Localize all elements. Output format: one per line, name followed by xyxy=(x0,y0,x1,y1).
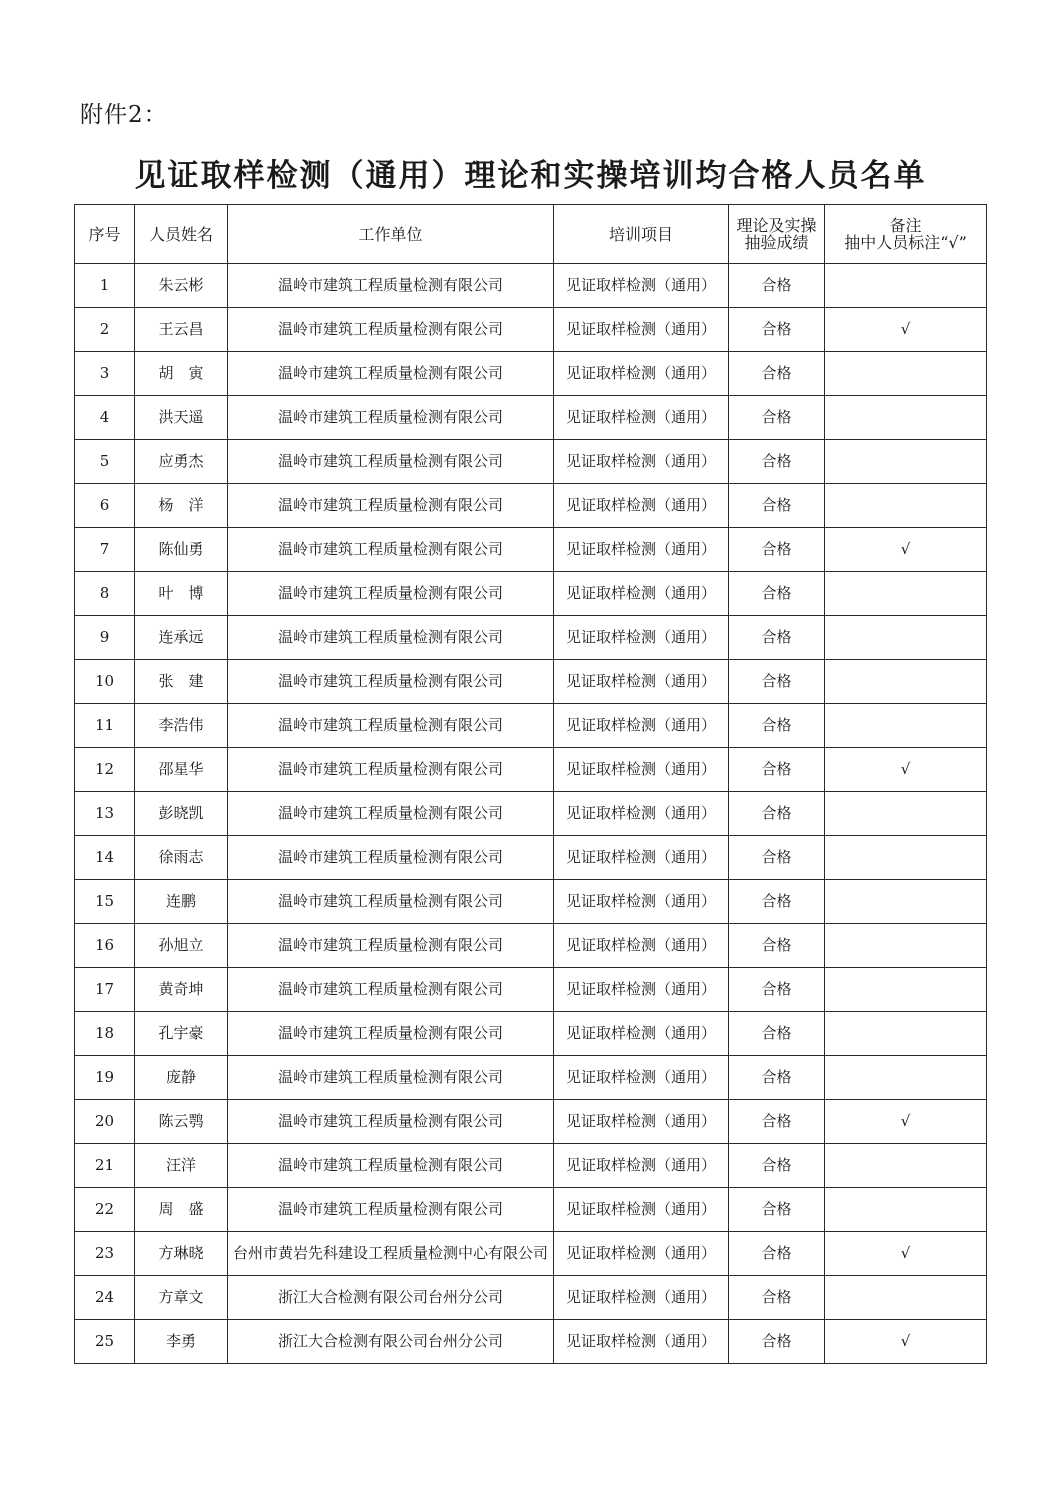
cell-name: 黄奇坤 xyxy=(135,968,228,1012)
cell-no: 7 xyxy=(75,528,135,572)
cell-project: 见证取样检测（通用） xyxy=(554,440,729,484)
cell-name: 方章文 xyxy=(135,1276,228,1320)
cell-project: 见证取样检测（通用） xyxy=(554,572,729,616)
cell-note: √ xyxy=(825,1232,987,1276)
cell-name: 洪天遥 xyxy=(135,396,228,440)
cell-unit: 温岭市建筑工程质量检测有限公司 xyxy=(228,924,554,968)
cell-score: 合格 xyxy=(729,968,825,1012)
cell-name: 庞静 xyxy=(135,1056,228,1100)
cell-project: 见证取样检测（通用） xyxy=(554,1144,729,1188)
cell-score: 合格 xyxy=(729,748,825,792)
cell-unit: 温岭市建筑工程质量检测有限公司 xyxy=(228,968,554,1012)
table-row xyxy=(75,704,987,748)
cell-score: 合格 xyxy=(729,1276,825,1320)
cell-project: 见证取样检测（通用） xyxy=(554,1056,729,1100)
cell-project: 见证取样检测（通用） xyxy=(554,1188,729,1232)
cell-name: 叶 博 xyxy=(135,572,228,616)
cell-project: 见证取样检测（通用） xyxy=(554,748,729,792)
cell-score: 合格 xyxy=(729,1012,825,1056)
cell-no: 12 xyxy=(75,748,135,792)
cell-note xyxy=(825,484,987,528)
cell-unit: 温岭市建筑工程质量检测有限公司 xyxy=(228,748,554,792)
header-unit: 工作单位 xyxy=(228,205,554,264)
cell-project: 见证取样检测（通用） xyxy=(554,484,729,528)
cell-project: 见证取样检测（通用） xyxy=(554,1012,729,1056)
cell-name: 张 建 xyxy=(135,660,228,704)
table-row xyxy=(75,660,987,704)
cell-note xyxy=(825,1056,987,1100)
cell-name: 李勇 xyxy=(135,1320,228,1364)
cell-project: 见证取样检测（通用） xyxy=(554,308,729,352)
cell-project: 见证取样检测（通用） xyxy=(554,1100,729,1144)
cell-no: 14 xyxy=(75,836,135,880)
cell-note: √ xyxy=(825,308,987,352)
header-note xyxy=(825,205,987,264)
table-row xyxy=(75,924,987,968)
cell-no: 25 xyxy=(75,1320,135,1364)
cell-unit: 温岭市建筑工程质量检测有限公司 xyxy=(228,1188,554,1232)
table-row xyxy=(75,1056,987,1100)
table-row xyxy=(75,748,987,792)
cell-name: 杨 洋 xyxy=(135,484,228,528)
cell-unit: 台州市黄岩先科建设工程质量检测中心有限公司 xyxy=(228,1232,554,1276)
cell-score: 合格 xyxy=(729,308,825,352)
document-title: 见证取样检测（通用）理论和实操培训均合格人员名单 xyxy=(134,158,927,194)
cell-score: 合格 xyxy=(729,836,825,880)
cell-unit: 温岭市建筑工程质量检测有限公司 xyxy=(228,704,554,748)
table-row xyxy=(75,1188,987,1232)
cell-score: 合格 xyxy=(729,352,825,396)
cell-unit: 温岭市建筑工程质量检测有限公司 xyxy=(228,836,554,880)
cell-name: 朱云彬 xyxy=(135,264,228,308)
cell-unit: 浙江大合检测有限公司台州分公司 xyxy=(228,1276,554,1320)
cell-project: 见证取样检测（通用） xyxy=(554,528,729,572)
table-header xyxy=(75,205,987,264)
cell-project: 见证取样检测（通用） xyxy=(554,352,729,396)
cell-no: 13 xyxy=(75,792,135,836)
cell-note xyxy=(825,836,987,880)
cell-unit: 温岭市建筑工程质量检测有限公司 xyxy=(228,1056,554,1100)
cell-note: √ xyxy=(825,1320,987,1364)
table-row xyxy=(75,616,987,660)
cell-unit: 温岭市建筑工程质量检测有限公司 xyxy=(228,1144,554,1188)
header-score xyxy=(729,205,825,264)
cell-no: 20 xyxy=(75,1100,135,1144)
cell-name: 陈云鹗 xyxy=(135,1100,228,1144)
cell-project: 见证取样检测（通用） xyxy=(554,264,729,308)
cell-no: 11 xyxy=(75,704,135,748)
cell-note xyxy=(825,792,987,836)
cell-name: 连承远 xyxy=(135,616,228,660)
cell-no: 4 xyxy=(75,396,135,440)
table-row xyxy=(75,1276,987,1320)
cell-unit: 温岭市建筑工程质量检测有限公司 xyxy=(228,396,554,440)
cell-note xyxy=(825,352,987,396)
cell-note xyxy=(825,1188,987,1232)
header-name: 人员姓名 xyxy=(135,205,228,264)
cell-project: 见证取样检测（通用） xyxy=(554,836,729,880)
cell-project: 见证取样检测（通用） xyxy=(554,660,729,704)
table-row xyxy=(75,572,987,616)
attachment-label: 附件2： xyxy=(80,102,168,128)
cell-note xyxy=(825,1144,987,1188)
cell-unit: 温岭市建筑工程质量检测有限公司 xyxy=(228,352,554,396)
cell-note xyxy=(825,1276,987,1320)
cell-score: 合格 xyxy=(729,1232,825,1276)
table-row xyxy=(75,792,987,836)
cell-score: 合格 xyxy=(729,1100,825,1144)
cell-project: 见证取样检测（通用） xyxy=(554,1276,729,1320)
cell-score: 合格 xyxy=(729,1188,825,1232)
cell-no: 22 xyxy=(75,1188,135,1232)
cell-unit: 温岭市建筑工程质量检测有限公司 xyxy=(228,264,554,308)
table-row xyxy=(75,1012,987,1056)
cell-no: 15 xyxy=(75,880,135,924)
cell-note xyxy=(825,924,987,968)
table-row xyxy=(75,484,987,528)
table-row xyxy=(75,1100,987,1144)
cell-unit: 温岭市建筑工程质量检测有限公司 xyxy=(228,528,554,572)
cell-name: 徐雨志 xyxy=(135,836,228,880)
cell-unit: 温岭市建筑工程质量检测有限公司 xyxy=(228,792,554,836)
table-row xyxy=(75,1232,987,1276)
cell-project: 见证取样检测（通用） xyxy=(554,792,729,836)
cell-note: √ xyxy=(825,748,987,792)
cell-unit: 温岭市建筑工程质量检测有限公司 xyxy=(228,440,554,484)
cell-score: 合格 xyxy=(729,1056,825,1100)
cell-score: 合格 xyxy=(729,792,825,836)
cell-project: 见证取样检测（通用） xyxy=(554,968,729,1012)
cell-name: 周 盛 xyxy=(135,1188,228,1232)
table-row xyxy=(75,1320,987,1364)
cell-unit: 温岭市建筑工程质量检测有限公司 xyxy=(228,572,554,616)
cell-note xyxy=(825,968,987,1012)
cell-no: 10 xyxy=(75,660,135,704)
table-body xyxy=(75,264,987,1364)
cell-name: 孙旭立 xyxy=(135,924,228,968)
cell-no: 24 xyxy=(75,1276,135,1320)
cell-score: 合格 xyxy=(729,396,825,440)
cell-project: 见证取样检测（通用） xyxy=(554,880,729,924)
table-row xyxy=(75,968,987,1012)
cell-score: 合格 xyxy=(729,616,825,660)
roster-table xyxy=(74,204,987,1364)
cell-project: 见证取样检测（通用） xyxy=(554,924,729,968)
cell-name: 孔宇豪 xyxy=(135,1012,228,1056)
cell-name: 王云昌 xyxy=(135,308,228,352)
header-no: 序号 xyxy=(75,205,135,264)
cell-score: 合格 xyxy=(729,264,825,308)
header-note-line2: 抽中人员标注“√” xyxy=(844,233,967,252)
cell-note xyxy=(825,704,987,748)
table-row xyxy=(75,396,987,440)
cell-unit: 温岭市建筑工程质量检测有限公司 xyxy=(228,1100,554,1144)
cell-note xyxy=(825,572,987,616)
cell-no: 16 xyxy=(75,924,135,968)
cell-unit: 温岭市建筑工程质量检测有限公司 xyxy=(228,308,554,352)
cell-no: 9 xyxy=(75,616,135,660)
cell-no: 19 xyxy=(75,1056,135,1100)
cell-score: 合格 xyxy=(729,1144,825,1188)
header-note-line1: 备注 xyxy=(889,216,922,235)
cell-note xyxy=(825,1012,987,1056)
cell-no: 1 xyxy=(75,264,135,308)
cell-project: 见证取样检测（通用） xyxy=(554,396,729,440)
cell-unit: 温岭市建筑工程质量检测有限公司 xyxy=(228,484,554,528)
cell-name: 彭晓凯 xyxy=(135,792,228,836)
cell-project: 见证取样检测（通用） xyxy=(554,1232,729,1276)
cell-no: 18 xyxy=(75,1012,135,1056)
header-row xyxy=(75,205,987,264)
cell-score: 合格 xyxy=(729,440,825,484)
table-row xyxy=(75,264,987,308)
cell-note xyxy=(825,396,987,440)
cell-note xyxy=(825,440,987,484)
cell-score: 合格 xyxy=(729,484,825,528)
cell-no: 2 xyxy=(75,308,135,352)
cell-no: 23 xyxy=(75,1232,135,1276)
cell-unit: 温岭市建筑工程质量检测有限公司 xyxy=(228,660,554,704)
cell-name: 陈仙勇 xyxy=(135,528,228,572)
cell-score: 合格 xyxy=(729,924,825,968)
cell-name: 汪洋 xyxy=(135,1144,228,1188)
cell-note: √ xyxy=(825,528,987,572)
cell-score: 合格 xyxy=(729,704,825,748)
header-project: 培训项目 xyxy=(554,205,729,264)
cell-note xyxy=(825,660,987,704)
table-row xyxy=(75,1144,987,1188)
cell-project: 见证取样检测（通用） xyxy=(554,616,729,660)
cell-project: 见证取样检测（通用） xyxy=(554,704,729,748)
cell-name: 连鹏 xyxy=(135,880,228,924)
cell-name: 李浩伟 xyxy=(135,704,228,748)
cell-unit: 温岭市建筑工程质量检测有限公司 xyxy=(228,616,554,660)
cell-score: 合格 xyxy=(729,528,825,572)
cell-no: 6 xyxy=(75,484,135,528)
header-score-line1: 理论及实操 xyxy=(736,216,817,235)
cell-name: 应勇杰 xyxy=(135,440,228,484)
cell-unit: 温岭市建筑工程质量检测有限公司 xyxy=(228,880,554,924)
cell-note xyxy=(825,264,987,308)
cell-note xyxy=(825,616,987,660)
cell-no: 8 xyxy=(75,572,135,616)
cell-name: 邵星华 xyxy=(135,748,228,792)
cell-no: 21 xyxy=(75,1144,135,1188)
cell-project: 见证取样检测（通用） xyxy=(554,1320,729,1364)
cell-no: 3 xyxy=(75,352,135,396)
cell-no: 5 xyxy=(75,440,135,484)
table-row xyxy=(75,308,987,352)
cell-score: 合格 xyxy=(729,572,825,616)
cell-score: 合格 xyxy=(729,1320,825,1364)
cell-unit: 温岭市建筑工程质量检测有限公司 xyxy=(228,1012,554,1056)
table-row xyxy=(75,836,987,880)
cell-unit: 浙江大合检测有限公司台州分公司 xyxy=(228,1320,554,1364)
cell-name: 胡 寅 xyxy=(135,352,228,396)
cell-note xyxy=(825,880,987,924)
table-row xyxy=(75,352,987,396)
table-row xyxy=(75,528,987,572)
cell-score: 合格 xyxy=(729,660,825,704)
cell-no: 17 xyxy=(75,968,135,1012)
table-row xyxy=(75,880,987,924)
cell-note: √ xyxy=(825,1100,987,1144)
cell-score: 合格 xyxy=(729,880,825,924)
header-score-line2: 抽验成绩 xyxy=(744,233,809,252)
table-row xyxy=(75,440,987,484)
cell-name: 方琳晓 xyxy=(135,1232,228,1276)
